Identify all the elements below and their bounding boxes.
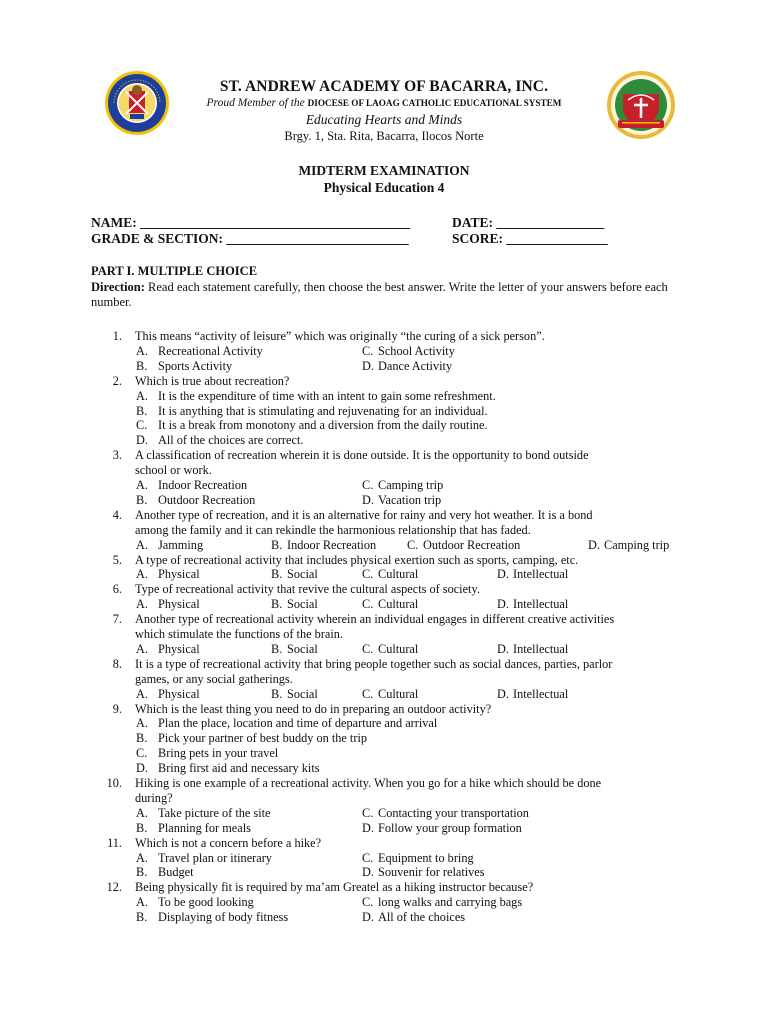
choice-letter: C. <box>362 895 374 910</box>
choice-text: Displaying of body fitness <box>158 910 289 925</box>
choice-letter: A. <box>136 343 148 358</box>
choice-text: It is anything that is stimulating and rejuvenating for an individual. <box>158 403 488 418</box>
choice-letter: A. <box>136 641 148 656</box>
choice-letter: B. <box>271 537 283 552</box>
question-number: 6. <box>112 582 122 597</box>
choice-letter: A. <box>136 567 148 582</box>
choice-letter: B. <box>136 865 148 880</box>
choice-letter: B. <box>136 358 148 373</box>
choice-text: Budget <box>158 865 194 880</box>
question-text: during? <box>135 790 173 805</box>
question-text: Hiking is one example of a recreational activity. When you go for a hike which should be done <box>135 776 602 790</box>
question-number: 9. <box>112 701 122 716</box>
date-field[interactable]: DATE: ________________ <box>452 215 605 230</box>
question-number: 8. <box>112 656 122 671</box>
choice-text: Sports Activity <box>158 358 233 373</box>
question-text: It is a type of recreational activity that bring people together such as social dances, parties, parlor <box>135 656 613 671</box>
choice-letter: D. <box>362 910 374 925</box>
choice-text: Cultural <box>378 641 419 656</box>
choice-text: Contacting your transportation <box>378 805 529 820</box>
choice-letter: C. <box>362 478 374 492</box>
choice-text: Physical <box>158 567 200 582</box>
choice-text: Travel plan or itinerary <box>158 850 272 865</box>
choice-letter: A. <box>136 478 148 492</box>
question-number: 12. <box>106 880 122 895</box>
choice-text: Cultural <box>378 567 419 582</box>
choice-text: Camping trip <box>378 478 444 492</box>
choice-text: Recreational Activity <box>158 343 263 358</box>
choice-letter: A. <box>136 537 148 552</box>
choice-letter: A. <box>136 805 148 820</box>
choice-letter: B. <box>136 910 148 925</box>
choice-letter: B. <box>271 597 283 612</box>
question-text: Another type of recreation, and it is an alternative for rainy and very hot weather. It is a bond <box>135 507 593 522</box>
choice-letter: C. <box>136 418 148 433</box>
choice-text: Jamming <box>158 537 204 552</box>
question-text: games, or any social gatherings. <box>135 671 293 686</box>
choice-text: Outdoor Recreation <box>158 492 256 507</box>
direction-label: Direction: <box>91 280 145 294</box>
choice-text: Social <box>287 641 318 656</box>
choice-letter: D. <box>362 358 374 373</box>
choice-text: Outdoor Recreation <box>423 537 521 552</box>
school-motto: Educating Hearts and Minds <box>305 112 463 127</box>
name-field[interactable]: NAME: ________________________________________ <box>91 215 411 230</box>
choice-text: Cultural <box>378 597 419 612</box>
choice-letter: C. <box>136 746 148 761</box>
choice-text: Intellectual <box>513 686 569 701</box>
choice-letter: A. <box>136 850 148 865</box>
choice-text: Planning for meals <box>158 820 251 835</box>
choice-text: Dance Activity <box>378 358 453 373</box>
question-number: 11. <box>107 835 122 850</box>
choice-text: Pick your partner of best buddy on the trip <box>158 731 368 746</box>
question-text: This means “activity of leisure” which was originally “the curing of a sick person”. <box>135 329 545 343</box>
choice-text: Social <box>287 597 318 612</box>
choice-letter: A. <box>136 895 148 910</box>
choice-letter: B. <box>271 567 283 582</box>
choice-letter: B. <box>271 641 283 656</box>
choice-text: Take picture of the site <box>158 805 271 820</box>
choice-text: Social <box>287 686 318 701</box>
choice-text: To be good looking <box>158 895 254 910</box>
choice-text: Physical <box>158 686 200 701</box>
choice-letter: C. <box>362 686 374 701</box>
direction-text <box>91 280 681 311</box>
choice-text: Social <box>287 567 318 582</box>
choice-text: Follow your group formation <box>378 820 522 835</box>
choice-letter: A. <box>136 686 148 701</box>
member-prefix: Proud Member of the <box>206 97 305 109</box>
choice-letter: C. <box>362 850 374 865</box>
choice-letter: A. <box>136 716 148 731</box>
choice-text: Physical <box>158 641 200 656</box>
question-number: 1. <box>112 329 122 343</box>
question-number: 3. <box>112 448 122 463</box>
question-text: Which is true about recreation? <box>135 373 290 388</box>
choice-letter: D. <box>362 865 374 880</box>
choice-letter: A. <box>136 388 148 403</box>
score-field[interactable]: SCORE: _______________ <box>452 231 608 246</box>
question-text: A type of recreational activity that includes physical exertion such as sports, camping, etc. <box>135 552 579 567</box>
choice-letter: B. <box>271 686 283 701</box>
choice-letter: D. <box>136 761 148 776</box>
question-number: 5. <box>112 552 122 567</box>
choice-text: School Activity <box>378 343 455 358</box>
school-address: Brgy. 1, Sta. Rita, Bacarra, Ilocos Norte <box>284 129 484 143</box>
question-text: A classification of recreation wherein it is done outside. It is the opportunity to bond outside <box>135 448 589 463</box>
choice-text: Bring first aid and necessary kits <box>158 761 320 776</box>
choice-text: All of the choices <box>378 910 466 925</box>
choice-letter: B. <box>136 492 148 507</box>
direction-body: Read each statement carefully, then choose the best answer. Write the letter of your answers before each number. <box>91 280 668 310</box>
choice-letter: C. <box>407 537 419 552</box>
choice-text: Intellectual <box>513 597 569 612</box>
choice-letter: D. <box>588 537 600 552</box>
choice-text: Camping trip <box>604 537 670 552</box>
question-text: Type of recreational activity that revive the cultural aspects of society. <box>135 582 480 597</box>
choice-letter: C. <box>362 343 374 358</box>
choice-text: It is the expenditure of time with an intent to gain some refreshment. <box>158 388 496 403</box>
grade-section-field[interactable]: GRADE & SECTION: ___________________________ <box>91 231 409 246</box>
school-name: ST. ANDREW ACADEMY OF BACARRA, INC. <box>219 78 549 95</box>
choice-text: Physical <box>158 597 200 612</box>
member-line <box>0 97 768 109</box>
question-text: Which is not a concern before a hike? <box>135 835 322 850</box>
choice-letter: D. <box>136 433 148 448</box>
choice-text: long walks and carrying bags <box>378 895 523 910</box>
choice-letter: C. <box>362 567 374 582</box>
choice-letter: C. <box>362 805 374 820</box>
question-text: Another type of recreational activity wherein an individual engages in different creative activities <box>135 612 615 627</box>
member-org: DIOCESE OF LAOAG CATHOLIC EDUCATIONAL SYSTEM <box>307 98 562 108</box>
choice-text: Souvenir for relatives <box>378 865 485 880</box>
question-number: 2. <box>112 373 122 388</box>
choice-letter: B. <box>136 820 148 835</box>
choice-letter: A. <box>136 597 148 612</box>
question-text: Which is the least thing you need to do in preparing an outdoor activity? <box>135 701 492 716</box>
question-text: which stimulate the functions of the brain. <box>135 627 343 641</box>
choice-text: Indoor Recreation <box>287 537 377 552</box>
choice-text: Intellectual <box>513 567 569 582</box>
choice-text: Intellectual <box>513 641 569 656</box>
choice-text: It is a break from monotony and a diversion from the daily routine. <box>158 418 488 433</box>
choice-letter: D. <box>497 597 509 612</box>
choice-text: Plan the place, location and time of departure and arrival <box>158 716 438 731</box>
choice-letter: B. <box>136 403 148 418</box>
choice-text: All of the choices are correct. <box>158 433 304 448</box>
choice-letter: D. <box>497 567 509 582</box>
exam-title: MIDTERM EXAMINATION <box>298 163 470 178</box>
choice-text: Indoor Recreation <box>158 478 248 492</box>
choice-letter: B. <box>136 731 148 746</box>
exam-subject: Physical Education 4 <box>323 180 445 195</box>
choice-letter: C. <box>362 597 374 612</box>
choice-letter: D. <box>497 641 509 656</box>
choice-letter: C. <box>362 641 374 656</box>
choice-text: Equipment to bring <box>378 850 474 865</box>
question-number: 4. <box>112 507 122 522</box>
question-text: school or work. <box>135 463 212 478</box>
question-text: among the family and it can rekindle the harmonious relationship that has faded. <box>135 522 531 537</box>
choice-letter: D. <box>497 686 509 701</box>
choice-text: Cultural <box>378 686 419 701</box>
question-text: Being physically fit is required by ma’am Greatel as a hiking instructor because? <box>135 880 534 895</box>
choice-letter: D. <box>362 820 374 835</box>
question-number: 10. <box>106 776 122 790</box>
choice-text: Vacation trip <box>378 492 442 507</box>
question-number: 7. <box>112 612 122 627</box>
choice-text: Bring pets in your travel <box>158 746 279 761</box>
choice-letter: D. <box>362 492 374 507</box>
part-title: PART I. MULTIPLE CHOICE <box>91 264 258 278</box>
